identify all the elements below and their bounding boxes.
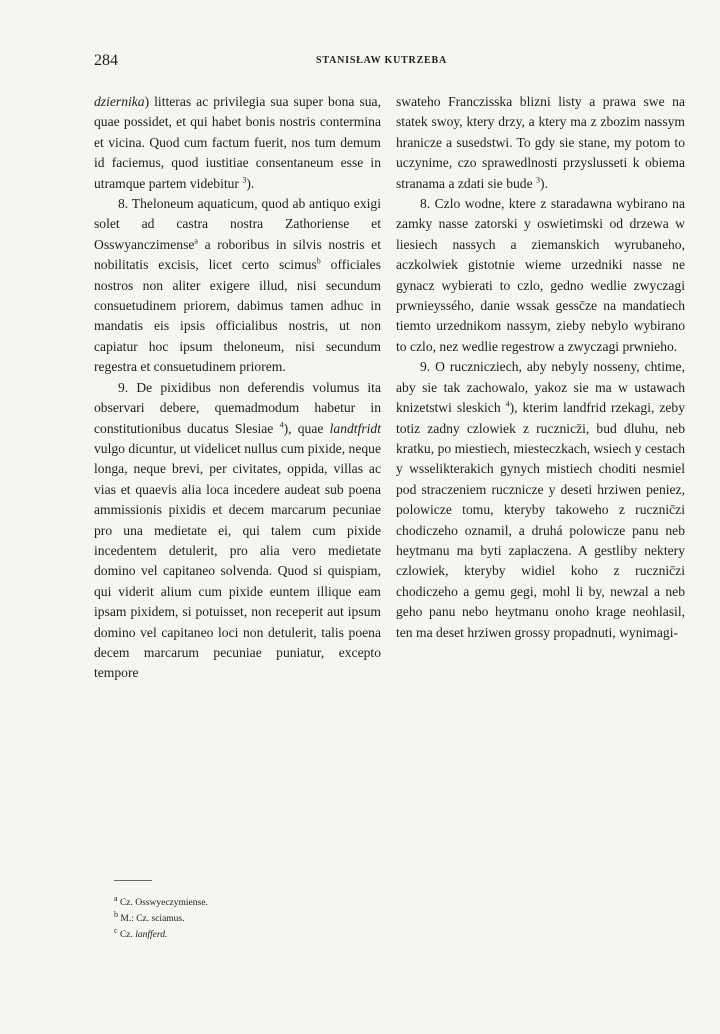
paragraph-continuation xyxy=(94,92,381,194)
footnote-text: Cz. Osswyeczymiense. xyxy=(119,898,208,908)
paragraph-9 xyxy=(396,357,685,643)
page-number: 284 xyxy=(94,52,118,69)
text-run: ), kterim landfrid rzekagi, zeby totiz zadny czlowiek z rucznicz̄i, bud dluhu, neb kratku, po miestiech, miesteczkach, wsiech y cestach y wsselikterakich gynych mistiech choditi nesmiel pod straczeniem rucznicze y deseti hrziwen peniez, polowicze tomu, kteryby takoweho z rucznic̄zi chodiczeho oznamil, a druhá polowicze panu neb heytmanu ma byti zaplaczena. A gestliby nektery czlowiek, kteryby widiel koho z rucznic̄zi chodiczeho a gemu gegi, mohl li by, newzal a neb geho panu nebo heytmanu onoho krage neohlasil, ten ma deset hrziwen grossy propadnuti, wynimagi- xyxy=(396,400,686,640)
footnote xyxy=(114,927,408,943)
paragraph-continuation xyxy=(396,92,685,194)
footnote xyxy=(114,895,408,911)
footnote-rule xyxy=(114,880,152,881)
italic-word: dziernika xyxy=(94,94,145,109)
text-run: officiales nostros non aliter exigere illud, nisi secundum consuetudinem priorem, dabimus tamen adhuc in mandatis eis ipsis officialibus nostris, ut non capiatur hoc ipsum theloneum, nisi secundum regestra et consuetudinem priorem. xyxy=(94,257,381,375)
running-head: STANISŁAW KUTRZEBA xyxy=(316,55,448,66)
paragraph-8 xyxy=(94,194,381,378)
text-run: 8. Theloneum aquaticum, quod ab antiquo exigi solet ad castra nostra Zathoriense et Osswyanczimense xyxy=(94,196,381,252)
footnote-ref: 3 xyxy=(242,175,247,185)
paragraph-9 xyxy=(94,378,381,684)
text-run: ), quae xyxy=(283,420,330,436)
footnote-mark: b xyxy=(114,909,118,919)
footnote-mark: c xyxy=(114,925,118,935)
text-run: 9. O rucznicziech, aby nebyly nosseny, chtime, aby sie tak zachowalo, yakoz sie ma w ustawach knizetstwi sleskich xyxy=(396,359,685,416)
latin-text-column xyxy=(94,92,381,684)
footnote-mark: a xyxy=(114,893,118,903)
footnote-ref: 4 xyxy=(505,399,510,409)
text-run: a roboribus in silvis nostris et nobilitatis excisis, licet certo scimus xyxy=(94,236,381,273)
text-run: ). xyxy=(540,175,548,191)
text-run: 9. De pixidibus non deferendis volumus ita observari debere, quemadmodum habetur in constitutionibus ducatus Slesiae xyxy=(94,379,381,436)
italic-word: landtfridt xyxy=(329,420,381,436)
text-run: swateho Franczisska blizni listy a prawa swe na statek swoy, ktery drzy, a ktery ma z zbozim nassym hranicze a susedstwi. To gdy sie stane, my potom to uczynime, czo sprawedlnosti przyslusseti k obiema stranama a zdati sie bude xyxy=(396,94,685,191)
footnotes xyxy=(108,880,408,943)
footnote-text: Cz. xyxy=(119,930,136,940)
footnote-ref: a xyxy=(194,236,198,246)
footnote xyxy=(114,911,408,927)
text-run: ) litteras ac privilegia sua super bona sua, quae possidet, et qui habet bonis nostris contermina et vicina. Quod cum factum fuerit, nos tum demum id faciemus, quod iustitiae consentaneum esse in utramque partem videbitur xyxy=(94,94,381,191)
footnote-italic: lanfferd. xyxy=(135,930,168,940)
text-run: ). xyxy=(246,175,255,191)
footnote-text: M.: Cz. sciamus. xyxy=(120,914,185,924)
page-header xyxy=(0,52,720,72)
czech-text-column xyxy=(396,92,685,643)
paragraph-8: 8. Czlo wodne, ktere z staradawna wybirano na zamky nasse zatorski y oswietimski od drzewa w liesiech nassych a ziemanskich wyrubaneho, aczkolwiek gistotnie wieme urzedniki nasse ne gynacz wybierati to czlo, gedno wedlie zwyczagi prwnieyssého, danie wssak gessc̄ze na mandatiech tiemto urzednikom nassym, zieby nebylo wybirano to czlo, nez wedlie regestrow a zwyczagi prwnieho. xyxy=(396,196,685,354)
footnote-ref: b xyxy=(316,256,321,266)
footnote-ref: 3 xyxy=(536,175,541,185)
text-run: vulgo dicuntur, ut videlicet nullus cum pixide, neque longa, neque brevi, per civitates, oppida, villas ac vias et quaevis alia loca incedere audeat sub poena ammissionis pixidis et decem marcarum pecuniae pro una medietate ei, qui talem cum pixide incedentem detulerit, pro alia vero medietate domino vel capitaneo solvenda. Quod si quispiam, qui viderit alium cum pixide euntem illique eam ipsam pixidem, si potuisset, non receperit aut ipsum domino vel capitaneo loci non detulerit, talis poena decem marcarum pecuniae puniatur, excepto tempore xyxy=(94,440,381,681)
footnote-ref: 4 xyxy=(279,419,284,429)
